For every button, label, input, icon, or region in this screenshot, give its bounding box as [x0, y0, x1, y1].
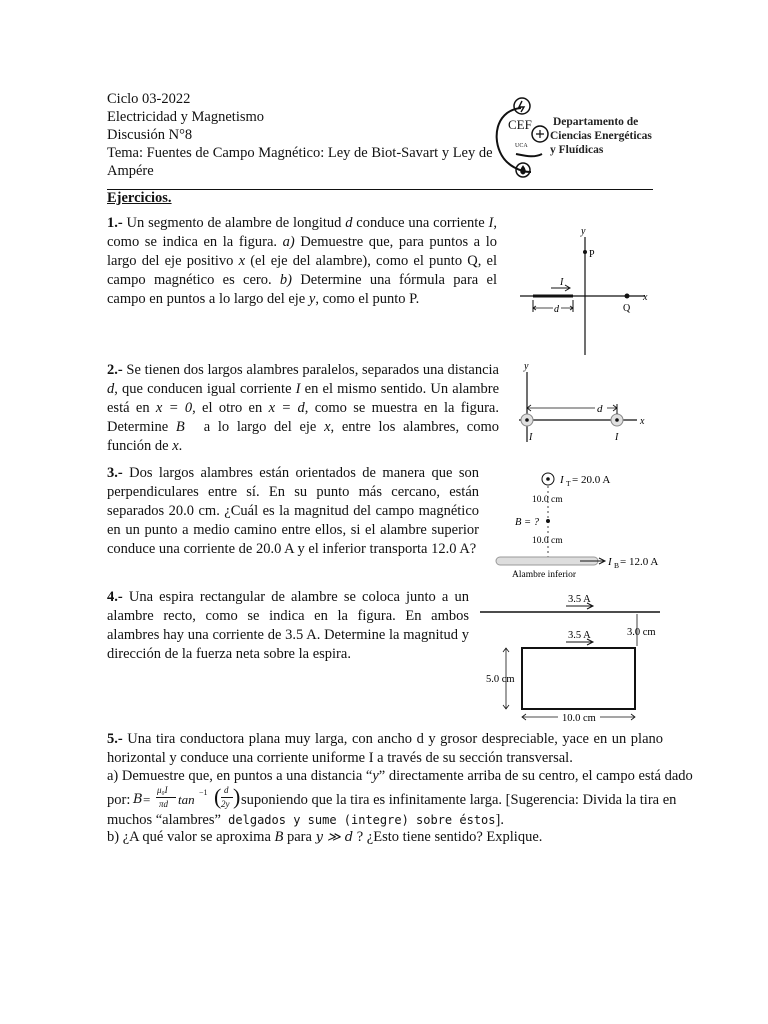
ex1-b: b) [279, 272, 293, 288]
ex2-B: B⃗ [175, 419, 197, 435]
formula-numerator: μ₀I [157, 785, 168, 795]
ex1-t: Demuestre que, para puntos a lo largo del eje positivo [107, 234, 497, 269]
ex2-t: . [178, 438, 183, 454]
cycle-text: Ciclo 03-2022 [107, 91, 191, 107]
fig3-d1: 10.0 cm [532, 495, 563, 505]
ex2-t: , que conducen igual corriente [114, 381, 296, 397]
ex1-t: Determine una fórmula para el campo en puntos a lo largo del eje [107, 272, 497, 307]
fig2-label-i1: I [529, 432, 533, 443]
ex5-b-B: B [274, 829, 284, 845]
formula-inner-numerator: d [224, 785, 229, 795]
fig4-loop [522, 648, 635, 709]
dept-line-1: Departamento de [553, 116, 639, 128]
fig3-ib-sub: B [614, 561, 620, 570]
ex1-x: x [238, 253, 246, 269]
fig4-width-label: 10.0 cm [562, 713, 596, 724]
header-rule [107, 189, 653, 190]
fig4-current-1: 3.5 A [568, 594, 591, 605]
ex5-a-pre: a) Demuestre que, en puntos a una distancia “ [107, 768, 373, 784]
ex1-t: Un segmento de alambre de longitud [122, 215, 346, 231]
ex2-number: 2.- [107, 362, 123, 378]
fig3-midpoint [546, 519, 550, 523]
fig3-ib: I [608, 556, 612, 568]
exercise-2-text [107, 361, 499, 456]
ex2-t: Se tienen dos largos alambres paralelos, separados una distancia [122, 362, 499, 378]
formula-b: B [133, 792, 143, 807]
logo-uca: UCA [515, 143, 528, 149]
formula-fraction-bar [156, 797, 176, 798]
exercise-4-text [107, 588, 469, 664]
ex1-d: d [345, 215, 353, 231]
ex5-por: por: [107, 792, 131, 808]
ex5-b-pre: b) ¿A qué valor se aproxima [107, 829, 275, 845]
figure-1 [515, 222, 665, 357]
ex2-t: , el otro en [192, 400, 269, 416]
ex5-after-formula: suponiendo que la tira es infinitamente larga. [Sugerencia: Divida la tira en [241, 792, 677, 808]
ex3-t: Dos largos alambres están orientados de manera que son perpendiculares entre sí. En su punto más cercano, están separados 20.0 cm. ¿Cuál es la magnitud del campo magnético en un punto a medio camino entre ellos, si el alambre superior conduce una corriente de 20.0 A y el inferior transporta 12.0 A? [107, 465, 479, 557]
ex1-I: I [488, 215, 494, 231]
ex2-x0: x = 0 [155, 400, 193, 416]
document-header [107, 90, 497, 180]
formula-tan: tan [178, 792, 195, 807]
fig3-it-val: = 20.0 A [572, 474, 611, 486]
fig4-gap-label: 3.0 cm [627, 627, 656, 638]
topic-line-1: Tema: Fuentes de Campo Magnético: Ley de Biot-Savart y Ley de [107, 145, 493, 161]
ex5-a-y: y [372, 768, 379, 784]
exercise-5-text [107, 730, 663, 768]
fig1-label-p: P [589, 249, 595, 260]
formula-paren-right: ) [233, 784, 241, 809]
ex1-t: conduce una corriente [352, 215, 489, 231]
fig1-label-y: y [581, 226, 586, 237]
fig3-b: B = ? [515, 517, 539, 528]
ex5-line3-c: ]. [495, 812, 504, 828]
fig3-it: I [560, 474, 564, 486]
formula-paren-left: ( [214, 784, 222, 809]
fig1-label-q: Q [623, 303, 631, 314]
formula-denominator: πd [159, 799, 169, 809]
fig2-dim-arrow [527, 405, 617, 411]
ex5-line3-b: delgados y sume (integre) sobre éstos [220, 813, 496, 827]
formula-exponent: −1 [199, 788, 208, 797]
exercise-3-text [107, 464, 479, 559]
fig2-label-y: y [524, 361, 529, 372]
ex2-xd: x = d [268, 400, 305, 416]
logo-cef: CEF [508, 117, 532, 132]
formula-eq: = [143, 792, 151, 807]
ex1-y: y [308, 291, 316, 307]
ex5-line3-a: muchos “alambres” [107, 812, 221, 828]
fig1-point-p [583, 250, 587, 254]
fig1-label-x: x [643, 292, 648, 303]
ex2-x: x [324, 419, 331, 435]
fig2-wire-1-dot [525, 418, 529, 422]
logo-emblem [497, 98, 548, 177]
ex1-t: , como se indica en la figura. [107, 215, 497, 250]
ex2-t: a lo largo del eje [196, 419, 325, 435]
ex1-t: (el eje del alambre), como el punto Q, el campo magnético es cero. [107, 253, 498, 288]
fig2-label-d: d [597, 403, 603, 415]
fig3-top-wire-dot [546, 477, 550, 481]
ex2-x2: x [172, 438, 179, 454]
exercise-5-formula-line [107, 784, 677, 814]
fig1-dim-arrow [533, 306, 573, 310]
ex5-b-mid: para [283, 829, 316, 845]
ex2-t: , como se muestra en la figura. Determine [107, 400, 499, 435]
ex5-number: 5.- [107, 731, 123, 747]
fig1-label-d: d [554, 304, 559, 315]
formula-inner-denominator: 2y [221, 799, 230, 809]
fig3-it-sub: T [566, 479, 571, 488]
course-text: Electricidad y Magnetismo [107, 109, 265, 125]
ex5-b-cond: y ≫ d [315, 830, 354, 845]
ex4-number: 4.- [107, 589, 123, 605]
fig3-ib-val: = 12.0 A [620, 556, 659, 568]
formula-inner-bar [221, 797, 233, 798]
ex5-t: Una tira conductora plana muy larga, con ancho d y grosor despreciable, yace en un plano horizontal y conduce una corriente uniforme I a través de su sección transversal. [107, 731, 663, 766]
figure-4 [480, 588, 665, 728]
ex2-t: , entre los alambres, como función de [107, 419, 499, 454]
dept-line-3: y Fluídicas [550, 144, 604, 156]
fig2-wire-2-dot [615, 418, 619, 422]
exercise-1-text [107, 214, 497, 309]
ex3-number: 3.- [107, 465, 123, 481]
department-logo [486, 96, 656, 186]
fig2-label-i2: I [615, 432, 619, 443]
dept-line-2: Ciencias Energéticas [550, 130, 652, 142]
fig3-wire-label: Alambre inferior [512, 570, 577, 580]
exercise-5-part-b [107, 829, 542, 846]
ex5-b-post: ? ¿Esto tiene sentido? Explique. [353, 829, 543, 845]
ex2-I: I [295, 381, 301, 397]
ex1-number: 1.- [107, 215, 123, 231]
discussion-text: Discusión N°8 [107, 127, 193, 143]
fig4-current-2: 3.5 A [568, 630, 591, 641]
ex4-t: Una espira rectangular de alambre se coloca junto a un alambre recto, como se indica en la figura. En ambos alambres hay una corriente de 3.5 A. Determine la magnitud y dirección de la fuerza neta sobre la espira. [107, 589, 469, 662]
fig1-label-i: I [560, 277, 564, 288]
figure-2 [515, 360, 655, 445]
ex2-d: d [107, 381, 115, 397]
fig2-label-x: x [640, 416, 645, 427]
section-title: Ejercicios. [107, 190, 172, 206]
fig3-d2: 10.0 cm [532, 536, 563, 546]
ex2-t: en el mismo sentido. Un alambre está en [107, 381, 499, 416]
logo-department-name [550, 116, 652, 156]
exercise-5-line-3 [107, 812, 504, 829]
ex1-t: , como el punto P. [315, 291, 420, 307]
fig4-height-label: 5.0 cm [486, 674, 515, 685]
ex1-a: a) [282, 234, 295, 250]
figure-3 [492, 466, 667, 581]
topic-line-2: Ampére [107, 163, 154, 179]
fig1-point-q [625, 294, 630, 299]
ex5-a-post: ” directamente arriba de su centro, el campo está dado [378, 768, 693, 784]
